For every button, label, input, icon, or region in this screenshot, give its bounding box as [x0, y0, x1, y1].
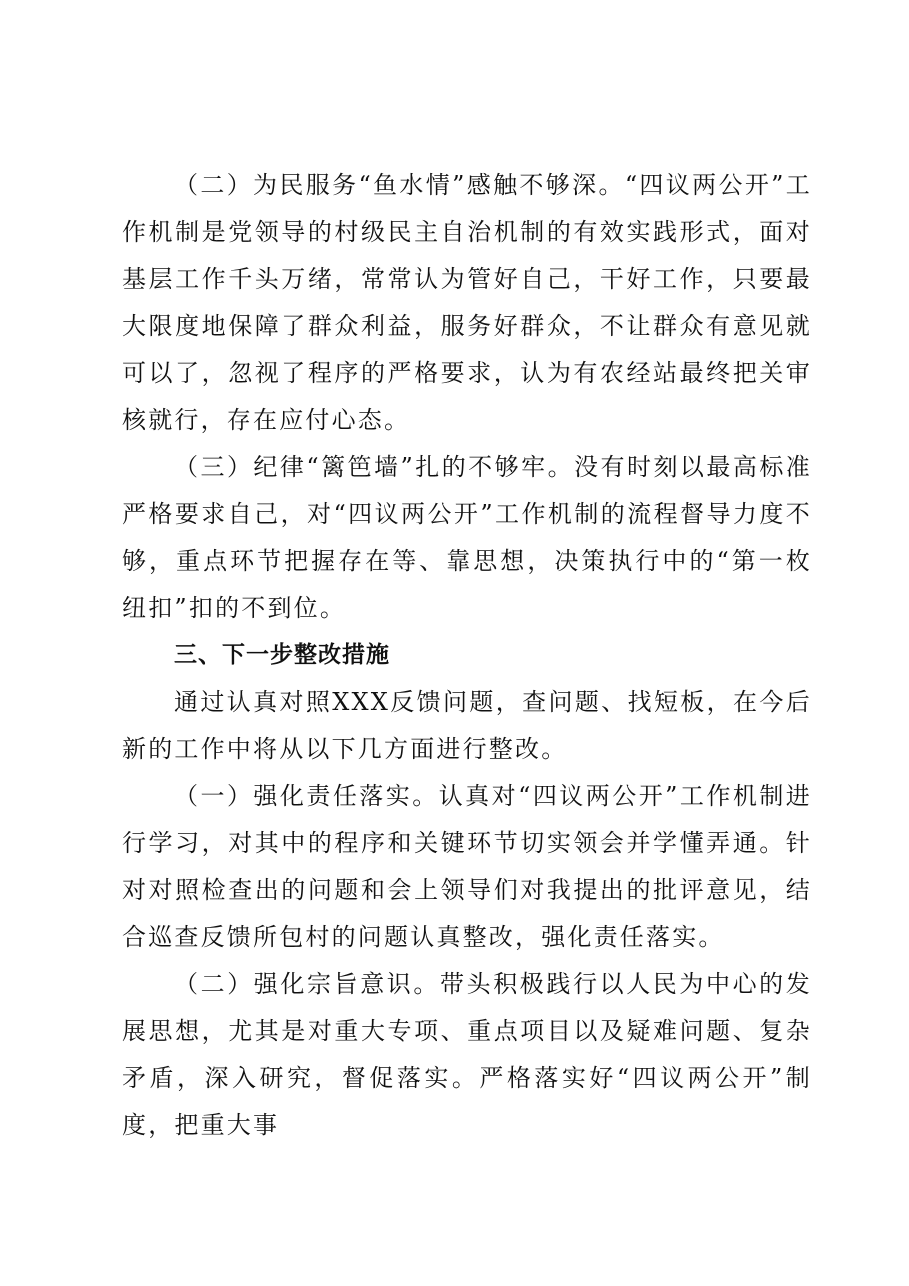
section-heading-next-steps: 三、下一步整改措施 [174, 642, 390, 668]
paragraph-service-spirit: （二）为民服务“鱼水情”感触不够深。“四议两公开”工作机制是党领导的村级民主自治机制的有效实践形式，面对基层工作千头万绪，常常认为管好自己，干好工作，只要最大限度地保障了群众利益，服务好群众，不让群众有意见就可以了，忽视了程序的严格要求，认为有农经站最终把关审核就行，存在应付心态。 [122, 171, 812, 434]
paragraph-strengthen-responsibility: （一）强化责任落实。认真对“四议两公开”工作机制进行学习，对其中的程序和关键环节切实领会并学懂弄通。针对对照检查出的问题和会上领导们对我提出的批评意见，结合巡查反馈所包村的问题认真整改，强化责任落实。 [122, 782, 812, 951]
paragraph-discipline: （三）纪律“篱笆墙”扎的不够牢。没有时刻以最高标准严格要求自己，对“四议两公开”工作机制的流程督导力度不够，重点环节把握存在等、靠思想，决策执行中的“第一枚纽扣”扣的不到位。 [122, 453, 812, 622]
paragraph-strengthen-purpose: （二）强化宗旨意识。带头积极践行以人民为中心的发展思想，尤其是对重大专项、重点项目以及疑难问题、复杂矛盾，深入研究，督促落实。严格落实好“四议两公开”制度，把重大事 [122, 970, 812, 1139]
document-body [122, 162, 812, 1149]
paragraph-intro-rectification: 通过认真对照XXX反馈问题，查问题、找短板，在今后新的工作中将从以下几方面进行整改。 [122, 688, 812, 763]
